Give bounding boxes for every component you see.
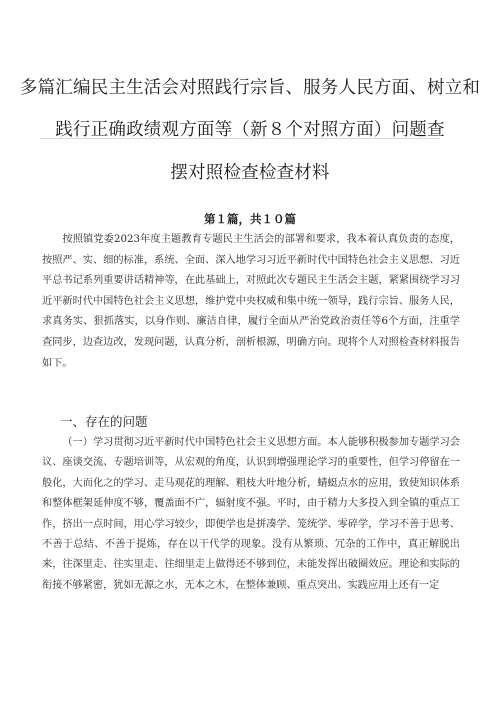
document-title-line-3: 摆对照检查检查材料 [170, 163, 330, 183]
document-title-line-1: 多篇汇编民主生活会对照践行宗旨、服务人民方面、树立和 [19, 78, 481, 98]
body-paragraph: （一）学习贯彻习近平新时代中国特色社会主义思想方面。本人能够积极参加专题学习会议、座谈交流、专题培训等，从宏观的角度，认识到增强理论学习的重要性，但学习停留在一般化，大而化之的学习、走马观花的理解、粗枝大叶地分析，蜻蜓点水的应用，致使知识体系和整体框架延伸度不够，覆盖面不广，辐射度不强。平时，由于精力大多投入到全镇的重点工作，挤出一点时间，用心学习较少，即便学也是拼凑学、笼统学、零碎学，学习不善于思考、不善于总结、不善于提炼，存在以干代学的现象。没有从繁琐、冗杂的工作中，真正解脱出来，往深里走、往实里走、往细里走上做得还不够到位，未能发挥出破圈效应。理论和实际的衔接不够紧密，犹如无源之水，无本之木，在整体兼顾、重点突出、实践应用上还有一定 [42, 437, 460, 591]
section-label: 第１篇，共１０篇 [204, 212, 296, 226]
intro-paragraph: 按照镇党委2023年度主题教育专题民主生活会的部署和要求，我本着认真负责的态度，按照严、实、细的标准，系统、全面、深入地学习习近平新时代中国特色社会主义思想、习近平总书记系列重要讲话精神等，在此基础上，对照此次专题民主生活会主题，紧紧围绕学习习近平新时代中国特色社会主义思想，维护党中央权威和集中统一领导，践行宗旨、服务人民，求真务实、狠抓落实，以身作则、廉洁自律，履行全面从严治党政治责任等6个方面，注重学查同步，边查边改，发现问题，认真分析，剖析根源，明确方向。现将个人对照检查材料报告如下。 [42, 234, 460, 369]
document-title-line-2: 践行正确政绩观方面等（新８个对照方面）问题查 [55, 120, 445, 140]
heading-existing-problems: 一、存在的问题 [60, 414, 148, 429]
